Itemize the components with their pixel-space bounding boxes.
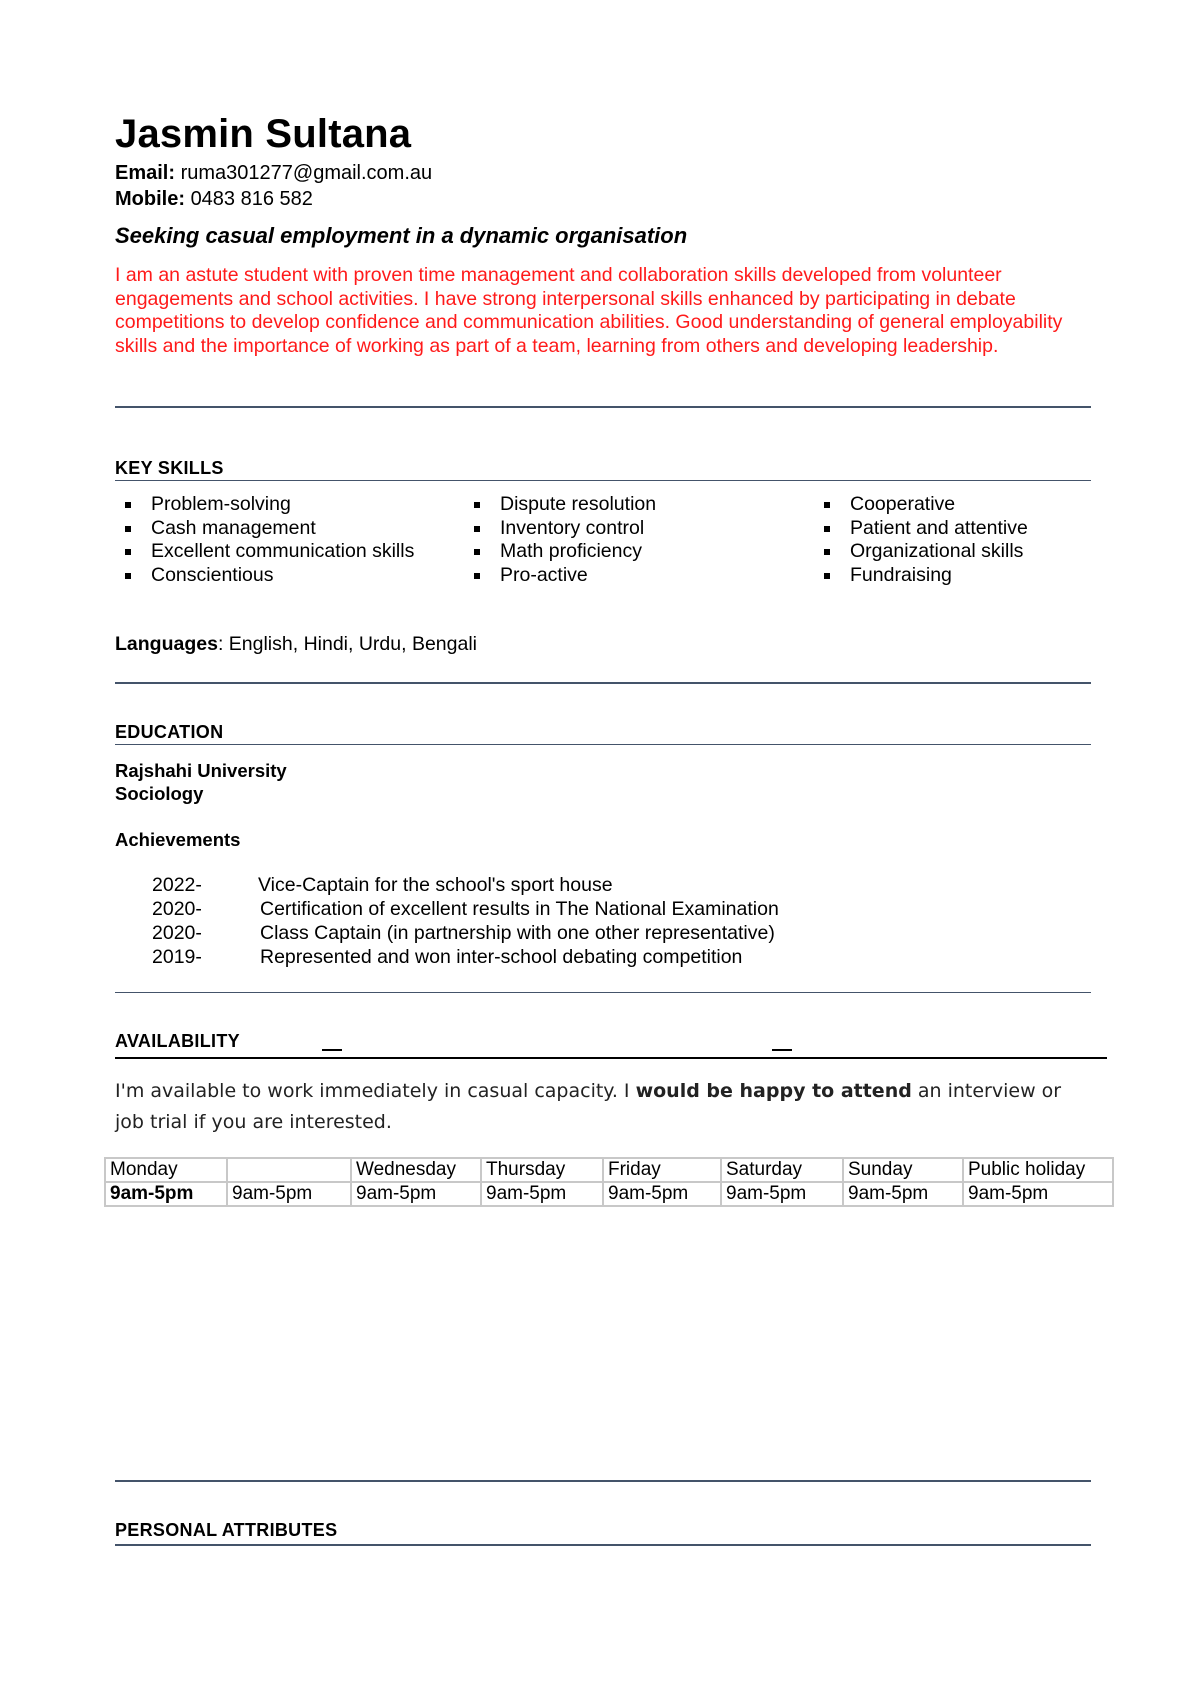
bullet-icon: [125, 502, 131, 508]
availability-table: [104, 1157, 1114, 1207]
skill-item: Dispute resolution: [464, 493, 784, 517]
underline-mark: [322, 1049, 342, 1051]
underline-mark: [772, 1049, 792, 1051]
key-skills-heading: KEY SKILLS: [115, 458, 224, 478]
day-cell: Thursday: [481, 1158, 603, 1182]
bullet-icon: [474, 502, 480, 508]
achievement-text: Certification of excellent results in The National Examination: [260, 898, 779, 920]
bullet-icon: [474, 549, 480, 555]
skill-item: Problem-solving: [115, 493, 415, 517]
hours-cell: 9am-5pm: [351, 1182, 481, 1206]
hours-cell: 9am-5pm: [603, 1182, 721, 1206]
divider: [115, 744, 1091, 745]
languages-label: Languages: [115, 633, 218, 655]
divider: [115, 480, 1091, 481]
hours-cell: 9am-5pm: [105, 1182, 227, 1206]
hours-cell: 9am-5pm: [481, 1182, 603, 1206]
hours-cell: 9am-5pm: [963, 1182, 1113, 1206]
mobile-line: [115, 188, 313, 211]
skill-item: Excellent communication skills: [115, 540, 415, 564]
skill-item: Organizational skills: [814, 540, 1094, 564]
mobile-label: Mobile:: [115, 188, 185, 210]
achievement-year: 2022-: [152, 874, 202, 896]
institution-name: Rajshahi University: [115, 760, 287, 781]
mobile-number: 0483 816 582: [190, 188, 313, 210]
achievement-text: Vice-Captain for the school's sport house: [258, 874, 613, 896]
bullet-icon: [125, 549, 131, 555]
bullet-icon: [824, 502, 830, 508]
objective-statement: Seeking casual employment in a dynamic organisation: [115, 223, 688, 248]
bullet-icon: [474, 526, 480, 532]
skills-column-2: [464, 493, 784, 587]
divider: [115, 406, 1091, 408]
availability-heading: AVAILABILITY: [115, 1031, 240, 1051]
skill-item: Cooperative: [814, 493, 1094, 517]
day-cell: Saturday: [721, 1158, 843, 1182]
table-row: [105, 1182, 1113, 1206]
profile-summary: I am an astute student with proven time management and collaboration skills developed from volunteer engagements and school activities. I have strong interpersonal skills enhanced by participating in debate competitions to develop confidence and communication abilities. Good understanding of general employability skills and the importance of working as part of a team, learning from others and developing leadership.: [115, 264, 1063, 357]
bullet-icon: [824, 526, 830, 532]
skills-column-1: [115, 493, 415, 587]
divider: [115, 992, 1091, 993]
table-header-row: [105, 1158, 1113, 1182]
personal-attributes-heading: PERSONAL ATTRIBUTES: [115, 1520, 338, 1540]
day-cell: Wednesday: [351, 1158, 481, 1182]
day-cell: Monday: [105, 1158, 227, 1182]
day-cell: Sunday: [843, 1158, 963, 1182]
skills-column-3: [814, 493, 1094, 587]
achievement-year: 2019-: [152, 946, 202, 968]
skill-item: Conscientious: [115, 564, 415, 588]
achievements-heading: Achievements: [115, 829, 241, 850]
hours-cell: 9am-5pm: [227, 1182, 351, 1206]
hours-cell: 9am-5pm: [721, 1182, 843, 1206]
bullet-icon: [824, 573, 830, 579]
skill-item: Fundraising: [814, 564, 1094, 588]
bullet-icon: [125, 526, 131, 532]
divider: [115, 682, 1091, 684]
candidate-name: Jasmin Sultana: [115, 112, 412, 156]
skill-item: Cash management: [115, 517, 415, 541]
skill-item: Math proficiency: [464, 540, 784, 564]
skill-item: Pro-active: [464, 564, 784, 588]
education-heading: EDUCATION: [115, 722, 224, 742]
day-cell: Public holiday: [963, 1158, 1113, 1182]
bullet-icon: [824, 549, 830, 555]
email-line: [115, 162, 432, 185]
achievement-text: Represented and won inter-school debating competition: [260, 946, 743, 968]
languages-list: : English, Hindi, Urdu, Bengali: [217, 633, 477, 655]
divider: [115, 1544, 1091, 1546]
languages-line: [115, 633, 477, 656]
bullet-icon: [474, 573, 480, 579]
email-address[interactable]: ruma301277@gmail.com.au: [180, 162, 433, 184]
achievement-year: 2020-: [152, 922, 202, 944]
achievement-text: Class Captain (in partnership with one other representative): [260, 922, 775, 944]
email-label: Email:: [115, 162, 176, 184]
availability-statement: I'm available to work immediately in casual capacity. I would be happy to attend an interview or job trial if you are interested.: [115, 1080, 1062, 1133]
skill-item: Inventory control: [464, 517, 784, 541]
divider: [115, 1480, 1091, 1482]
skill-item: Patient and attentive: [814, 517, 1094, 541]
hours-cell: 9am-5pm: [843, 1182, 963, 1206]
bullet-icon: [125, 573, 131, 579]
achievement-year: 2020-: [152, 898, 202, 920]
day-cell: [227, 1158, 351, 1182]
day-cell: Friday: [603, 1158, 721, 1182]
field-of-study: Sociology: [115, 783, 204, 804]
divider: [115, 1057, 1107, 1059]
